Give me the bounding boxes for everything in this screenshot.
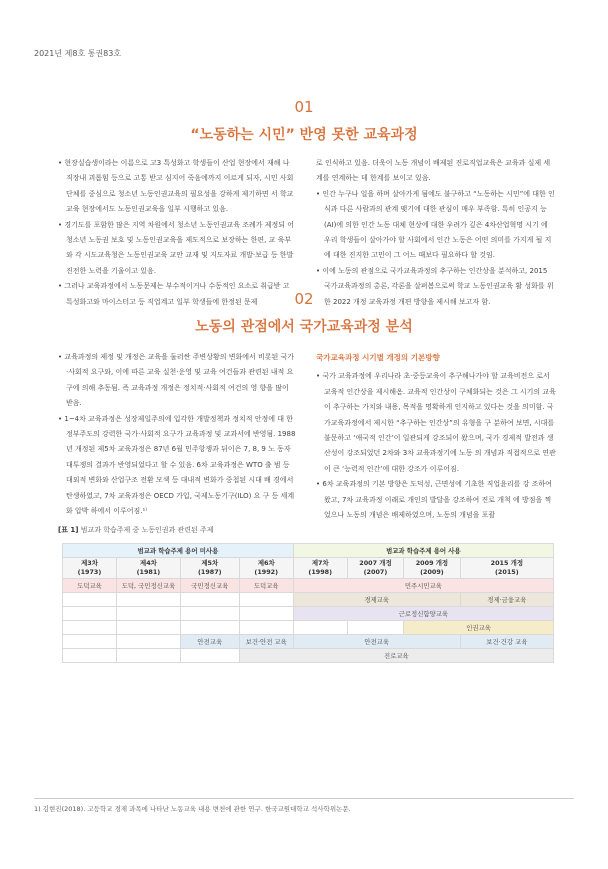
table-row (63, 635, 554, 649)
bullet: • 인간 누구나 일을 하며 살아가게 됨에도 불구하고 “노동하는 시민”에 대한 인식과 다른 사람과의 관계 맺기에 대한 관심이 매우 부족함. 특히 인공지 능(AI)에 의한 인간 노동 대체 현상에 대한 우려가 깊은 4차산업혁명 시기 에 우리 학생들이 살아가야 할 사회에서 인간 노동은 어떤 의미를 가지게 될 지에 대한 진지한 고민이 그 어느 때보다 필요하다 할 것임. (316, 187, 556, 264)
section-2-right-column (316, 350, 556, 523)
table-row (63, 607, 554, 621)
year-header: 제7차 (1998) (293, 558, 347, 579)
table-caption (58, 525, 214, 535)
table-caption-text: 범교과 학습주제 중 노동인권과 관련된 주제 (80, 526, 214, 534)
footnote: 1) 김현진(2018). 고등학교 경제 과목에 나타난 노동교육 내용 변천에 관한 연구. 한국교원대학교 석사학위논문. (34, 805, 351, 813)
table-cell: 근로정신함양교육 (293, 607, 553, 621)
bullet: • 교육과정의 제정 및 개정은 교육을 둘러싼 주변상황의 변화에서 비롯된 국가·사회적 요구와, 이에 따른 교육 실천·운영 및 교육 여건들과 관련된 내적 요구에 의해 추동됨. 즉 교육과정 개정은 정치적·사회적 여건의 영 향을 많이 받음. (58, 350, 296, 412)
section-1-title: “노동하는 시민” 반영 못한 교육과정 (190, 127, 418, 143)
year-header: 제5차 (1987) (180, 558, 239, 579)
section-1-left-column (58, 156, 296, 310)
year-header: 2015 개정 (2015) (460, 558, 553, 579)
table-cell: 인권교육 (404, 621, 554, 635)
table-cell: 보건·안전 교육 (239, 635, 293, 649)
table-cell: 안전교육 (180, 635, 239, 649)
table-cell: 경제교육 (293, 593, 460, 607)
bullet: • 그러나 교육과정에서 노동문제는 부수적이거나 수동적인 요소로 취급받 고 특성화고와 마이스터고 등 직업계고 일부 학생들에 한정된 문제 (58, 279, 296, 310)
table-group-row (63, 544, 554, 558)
table-year-row (63, 558, 554, 579)
table-row (63, 649, 554, 663)
bullet: • 경기도를 포함한 많은 지역 차원에서 청소년 노동인권교육 조례가 제정되 어 청소년 노동권 보호 및 노동인권교육을 제도적으로 보장하는 한편, 교 육부와 각 시도교육청은 노동인권교육 교안 교재 및 지도자료 개발·보급 등 한발 진전한 노력을 기울이고 있음. (58, 218, 296, 280)
year-header: 제3차 (1973) (63, 558, 117, 579)
year-header: 제4차 (1981) (117, 558, 181, 579)
table-cell: 도덕교육 (63, 579, 117, 593)
paragraph-continuation: 로 인식하고 있음. 더욱이 노동 개념이 배제된 진로직업교육은 교육과 실제 세계를 연계하는 데 한계를 보이고 있음. (316, 159, 551, 183)
table-cell: 보건·건강 교육 (460, 635, 553, 649)
table-cell: 경제·금융교육 (460, 593, 553, 607)
table-cell: 진로교육 (239, 649, 553, 663)
section-1-right-column (316, 156, 556, 310)
section-2-title: 노동의 관점에서 국가교육과정 분석 (195, 319, 413, 335)
bullet: • 1~4차 교육과정은 성장제일주의에 입각한 개발정책과 정치적 안정에 대 한 정부주도의 강력한 국가·사회적 요구가 교육과정 및 교과서에 반영됨. 1988년 개정된 제5차 교육과정은 87년 6월 민주항쟁과 뒤이은 7, 8, 9 노 동자대투쟁의 결과가 반영되었다고 할 수 있음. 6차 교육과정은 WTO 출 범 등 대외적 변화와 산업구조 전환 모색 등 대내적 변화가 중첩된 시대 배 경에서 탄생하였고, 7차 교육과정은 OECD 가입, 국제노동기구(ILO) 요 구 등 세계화 압박 하에서 이루어짐.¹⁾ (58, 412, 296, 520)
bullet: • 국가 교육과정에 우리나라 초·중등교육이 추구해나가야 할 교육비전으 로서 교육적 인간상을 제시해옴. 교육적 인간상이 구체화되는 것은 그 시기의 교육이 추구하는 가치와 내용, 목적을 명확하게 인지하고 있다는 것을 의미함. 국가교육과정에서 제시한 “추구하는 인간상”의 유형을 구 분하여 보면, 시대를 불문하고 ‘애국적 인간’이 일관되게 강조되어 왔으며, 국가 경제적 발전과 생산성이 강조되었던 2차와 3차 교육과정기에 노동 의 개념과 직접적으로 연관이 큰 ‘능력적 인간’에 대한 강조가 이루어짐. (316, 369, 556, 477)
table-row (63, 621, 554, 635)
subsection-heading: 국가교육과정 시기별 개정의 기본방향 (316, 353, 440, 362)
bullet: • 이에 노동의 관점으로 국가교육과정의 추구하는 인간상을 분석하고, 2015 국가교육과정의 총론, 각론을 살펴봄으로써 학교 노동인권교육 활 성화를 위한 2022 개정 교육과정 개편 방향을 제시해 보고자 함. (316, 264, 556, 310)
table-cell: 도덕교육 (239, 579, 293, 593)
table-cell: 국민정신교육 (180, 579, 239, 593)
table-cell: 안전교육 (293, 635, 460, 649)
table-cell: 도덕, 국민정신교육 (117, 579, 181, 593)
year-header: 2007 개정 (2007) (347, 558, 403, 579)
curriculum-topic-table (62, 543, 554, 663)
table-label: [표 1] (58, 526, 79, 534)
footnote-divider (34, 798, 574, 799)
year-header: 2009 개정 (2009) (404, 558, 460, 579)
section-2-left-column (58, 350, 296, 519)
issue-header: 2021년 제8호 통권83호 (34, 49, 122, 58)
bullet: • 현장실습생이라는 이름으로 고3 특성화고 학생들이 산업 현장에서 재해 나 직장내 괴롭힘 등으로 고통 받고 심지어 죽음에까지 이르게 되자, 시민 사회단체를 중심으로 청소년 노동인권교육의 필요성을 강하게 제기하면 서 학교 교육 현장에서도 노동인권교육을 일부 시행하고 있음. (58, 156, 296, 218)
table-row (63, 593, 554, 607)
group-header-used: 범교과 학습주제 용어 사용 (293, 544, 553, 558)
year-header: 제6차 (1992) (239, 558, 293, 579)
table-row (63, 579, 554, 593)
section-1-number: 01 (294, 98, 314, 116)
bullet: • 6차 교육과정의 기본 방향은 도덕성, 근면성에 기초한 직업윤리를 강 조하여 왔고, 7차 교육과정 이래로 개인의 발달을 강조하여 진로 개척 에 방점을 찍었으나 노동의 개념은 배제하였으며, 노동의 개념을 포괄 (316, 477, 556, 523)
group-header-unused: 범교과 학습주제 용어 미사용 (63, 544, 294, 558)
table-cell: 민주시민교육 (293, 579, 553, 593)
section-2-number: 02 (294, 290, 314, 308)
